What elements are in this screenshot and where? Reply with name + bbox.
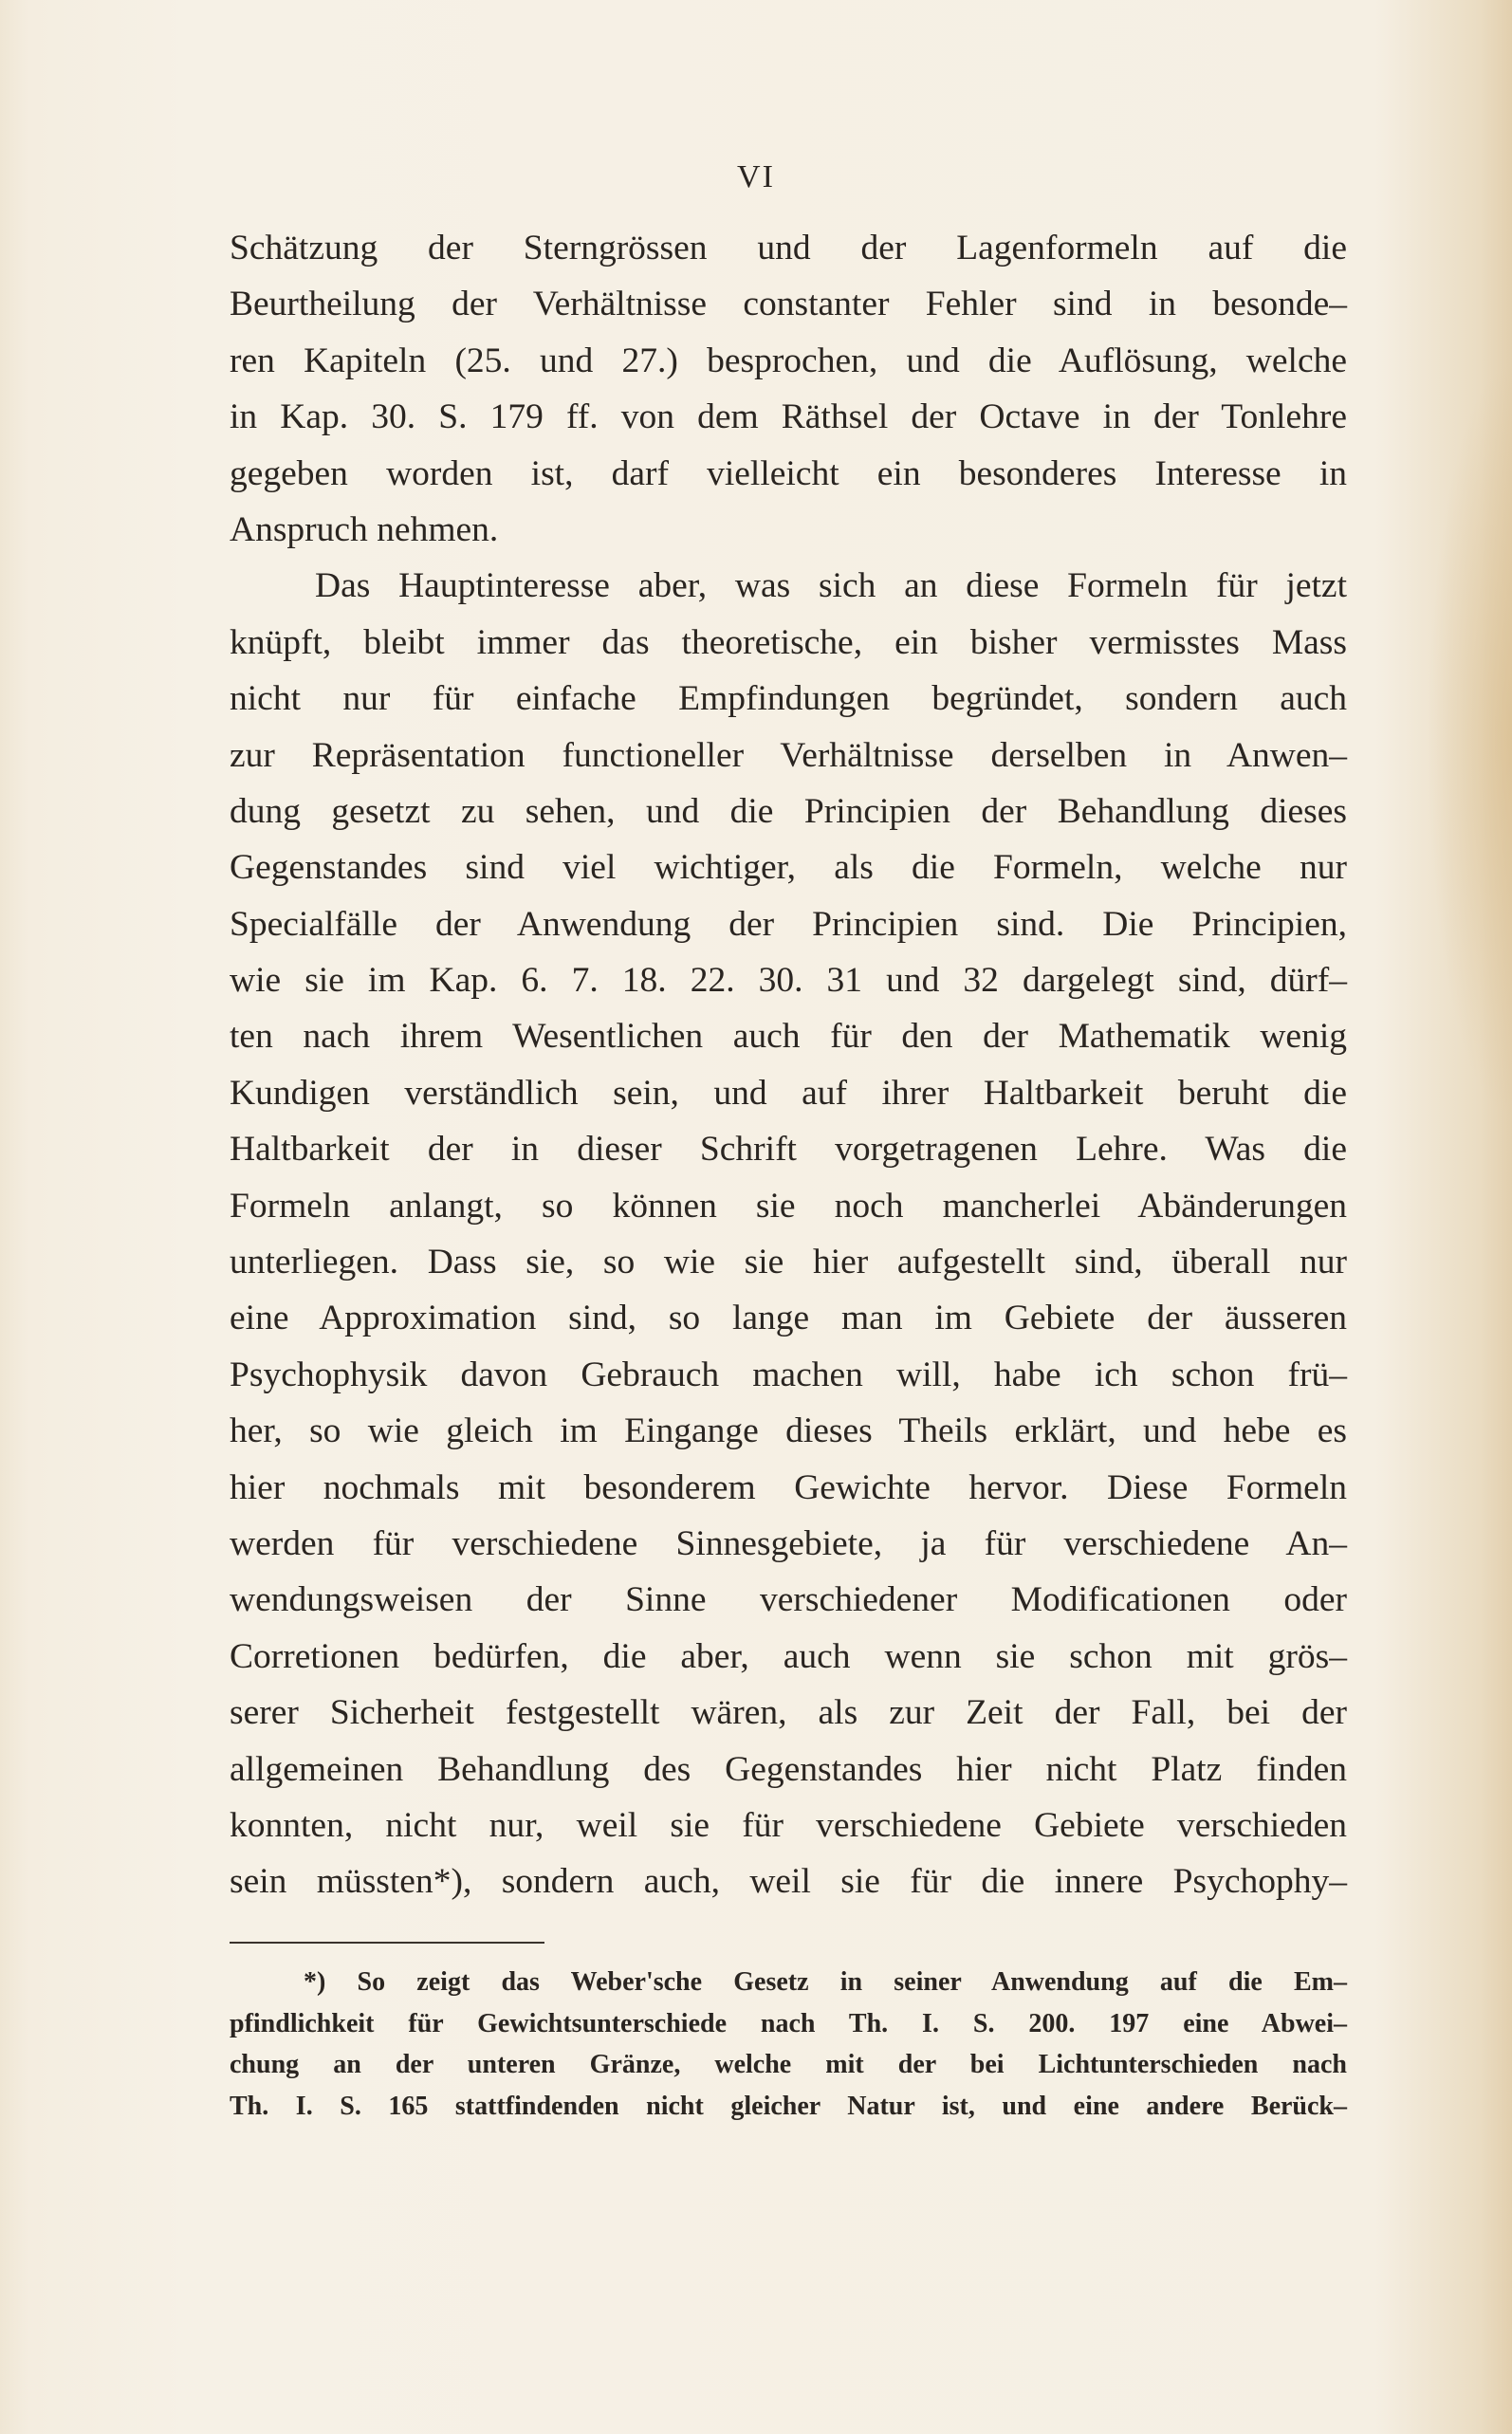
text-line: her, so wie gleich im Eingange dieses Theils erklärt, und hebe es: [230, 1411, 1347, 1451]
text-line: allgemeinen Behandlung des Gegenstandes hier nicht Platz finden: [230, 1749, 1347, 1789]
text-line: gegeben worden ist, darf vielleicht ein besonderes Interesse in: [230, 453, 1347, 493]
text-line: Gegenstandes sind viel wichtiger, als die Formeln, welche nur: [230, 848, 1347, 888]
text-line: in Kap. 30. S. 179 ff. von dem Räthsel der Octave in der Tonlehre: [230, 397, 1347, 437]
text-line: ren Kapiteln (25. und 27.) besprochen, und die Auflösung, welche: [230, 341, 1347, 380]
footnote: [230, 1962, 1347, 2127]
text-line: wie sie im Kap. 6. 7. 18. 22. 30. 31 und 32 dargelegt sind, dürf–: [230, 961, 1347, 1001]
text-line: sein müssten*), sondern auch, weil sie für die innere Psychophy–: [230, 1862, 1347, 1902]
text-line: zur Repräsentation functioneller Verhältnisse derselben in Anwen–: [230, 735, 1347, 775]
text-line: serer Sicherheit festgestellt wären, als zur Zeit der Fall, bei der: [230, 1693, 1347, 1733]
text-line: Das Hauptinteresse aber, was sich an diese Formeln für jetzt: [315, 566, 1347, 606]
text-line: Corretionen bedürfen, die aber, auch wenn sie schon mit grös–: [230, 1636, 1347, 1676]
footnote-rule: [230, 1942, 544, 1944]
text-line: Psychophysik davon Gebrauch machen will, habe ich schon frü–: [230, 1355, 1347, 1394]
page-number: VI: [737, 159, 775, 194]
text-line: Specialfälle der Anwendung der Principien sind. Die Principien,: [230, 904, 1347, 944]
footnote-line: Th. I. S. 165 stattfindenden nicht gleicher Natur ist, und eine andere Berück–: [230, 2091, 1347, 2121]
footnote-line: *) So zeigt das Weber'sche Gesetz in seiner Anwendung auf die Em–: [304, 1967, 1347, 1997]
paper-stain: [1427, 360, 1512, 1119]
footnote-line: pfindlichkeit für Gewichtsunterschiede nach Th. I. S. 200. 197 eine Abwei–: [230, 2008, 1347, 2038]
text-line: Kundigen verständlich sein, und auf ihrer Haltbarkeit beruht die: [230, 1073, 1347, 1113]
text-line: unterliegen. Dass sie, so wie sie hier aufgestellt sind, überall nur: [230, 1243, 1347, 1282]
text-line: Schätzung der Sterngrössen und der Lagenformeln auf die: [230, 229, 1347, 267]
text-line: Formeln anlangt, so können sie noch mancherlei Abänderungen: [230, 1186, 1347, 1226]
text-line: konnten, nicht nur, weil sie für verschiedene Gebiete verschieden: [230, 1805, 1347, 1845]
text-line: ten nach ihrem Wesentlichen auch für den der Mathematik wenig: [230, 1017, 1347, 1057]
footnote-line: chung an der unteren Gränze, welche mit der bei Lichtunterschieden nach: [230, 2050, 1347, 2079]
body-text: [230, 220, 1347, 1910]
text-line: wendungsweisen der Sinne verschiedener Modificationen oder: [230, 1580, 1347, 1620]
text-line: Beurtheilung der Verhältnisse constanter Fehler sind in besonde–: [230, 285, 1347, 324]
text-line: Haltbarkeit der in dieser Schrift vorgetragenen Lehre. Was die: [230, 1130, 1347, 1170]
text-line: hier nochmals mit besonderem Gewichte hervor. Diese Formeln: [230, 1467, 1347, 1507]
text-line: werden für verschiedene Sinnesgebiete, ja für verschiedene An–: [230, 1523, 1347, 1563]
text-line: eine Approximation sind, so lange man im Gebiete der äusseren: [230, 1299, 1347, 1338]
text-line: dung gesetzt zu sehen, und die Principien der Behandlung dieses: [230, 791, 1347, 831]
text-line: knüpft, bleibt immer das theoretische, ein bisher vermisstes Mass: [230, 622, 1347, 662]
text-line: Anspruch nehmen.: [230, 509, 499, 549]
text-line: nicht nur für einfache Empfindungen begründet, sondern auch: [230, 679, 1347, 719]
